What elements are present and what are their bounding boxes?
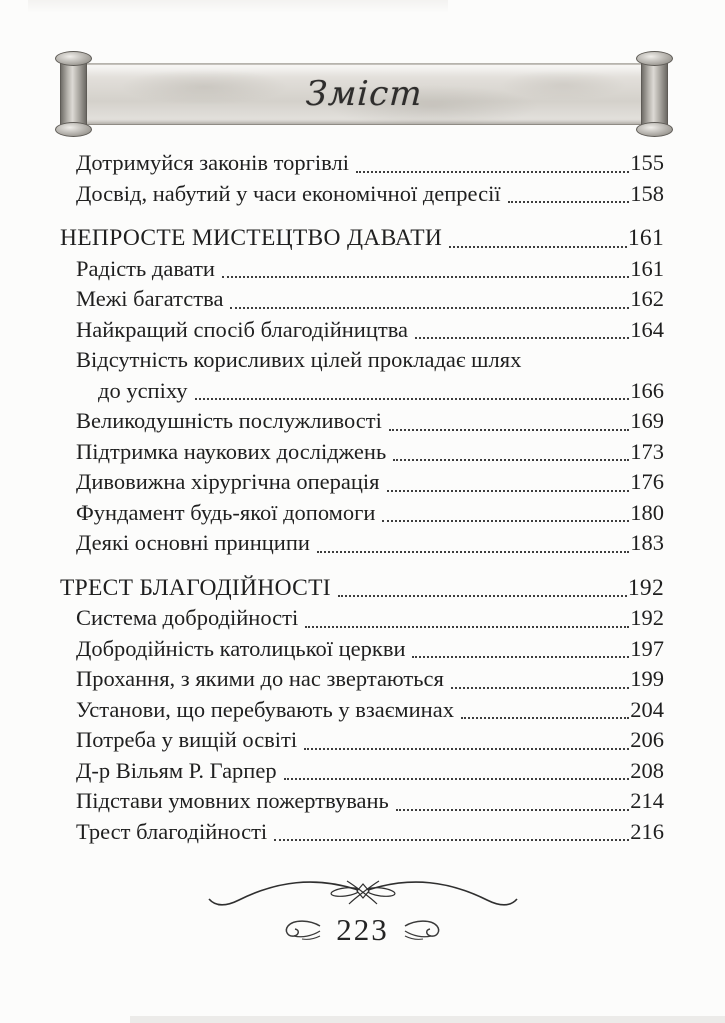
toc-leader-dots bbox=[393, 459, 629, 461]
scroll-parchment bbox=[79, 63, 649, 125]
toc-entry-label: Д-р Вільям Р. Гарпер bbox=[76, 757, 277, 783]
divider-flourish-icon bbox=[0, 866, 725, 908]
toc-leader-dots bbox=[382, 520, 629, 522]
toc-entry-label: Дотримуйся законів торгівлі bbox=[76, 150, 349, 175]
table-of-contents bbox=[60, 148, 664, 847]
toc-entry-label: Прохання, з якими до нас звертаються bbox=[76, 666, 444, 691]
toc-leader-dots bbox=[387, 490, 630, 492]
toc-entry bbox=[60, 406, 664, 437]
toc-entry-page: 192 bbox=[630, 605, 664, 630]
toc-entry-page: 197 bbox=[630, 635, 664, 661]
toc-leader-dots bbox=[389, 429, 629, 431]
toc-entry-page: 161 bbox=[630, 255, 664, 281]
toc-leader-dots bbox=[415, 337, 629, 339]
toc-entry-label: до успіху bbox=[98, 377, 188, 403]
toc-entry-page: 161 bbox=[627, 225, 664, 251]
toc-entry-page: 155 bbox=[630, 150, 664, 175]
toc-entry-label: Найкращий спосіб благодійництва bbox=[76, 316, 409, 342]
toc-entry bbox=[60, 148, 664, 179]
toc-entry-label: НЕПРОСТЕ МИСТЕЦТВО ДАВАТИ bbox=[60, 225, 443, 251]
toc-entry-label: ТРЕСТ БЛАГОДІЙНОСТІ bbox=[60, 574, 331, 601]
right-swirl-icon bbox=[403, 918, 443, 942]
toc-leader-dots bbox=[338, 595, 627, 597]
toc-entry bbox=[60, 467, 664, 498]
toc-leader-dots bbox=[284, 778, 630, 780]
toc-entry bbox=[60, 315, 664, 346]
toc-entry-label: Дивовижна хірургічна операція bbox=[76, 469, 380, 494]
toc-entry-page: 176 bbox=[630, 469, 664, 494]
toc-entry-page: 199 bbox=[630, 666, 664, 691]
toc-entry-label: Великодушність послужливості bbox=[76, 408, 382, 433]
toc-entry-page: 204 bbox=[630, 696, 664, 722]
toc-entry-label: Система добродійності bbox=[76, 605, 299, 630]
toc-entry bbox=[60, 254, 664, 285]
toc-leader-dots bbox=[305, 626, 629, 628]
toc-entry bbox=[60, 345, 664, 376]
toc-entry-label: Підтримка наукових досліджень bbox=[76, 438, 387, 464]
scroll-knob-icon bbox=[636, 122, 673, 137]
toc-entry-page: 166 bbox=[630, 377, 664, 403]
contents-scroll-banner bbox=[58, 50, 670, 138]
toc-leader-dots bbox=[412, 656, 629, 658]
toc-leader-dots bbox=[461, 717, 629, 719]
toc-entry-label: Фундамент будь-якої допомоги bbox=[76, 499, 376, 525]
toc-entry bbox=[60, 786, 664, 817]
toc-entry bbox=[60, 664, 664, 695]
toc-entry-label: Досвід, набутий у часи економічної депресії bbox=[76, 180, 501, 206]
toc-leader-dots bbox=[304, 748, 629, 750]
toc-entry bbox=[60, 603, 664, 634]
toc-entry-label: Добродійність католицької церкви bbox=[76, 635, 406, 661]
scroll-knob-icon bbox=[636, 51, 673, 66]
toc-entry bbox=[60, 179, 664, 210]
scroll-roller-right-icon bbox=[641, 58, 668, 130]
scan-artifact-bottom bbox=[130, 1016, 725, 1023]
toc-entry bbox=[60, 376, 664, 407]
toc-entry-page: 206 bbox=[630, 727, 664, 752]
toc-entry bbox=[60, 725, 664, 756]
toc-entry-page: 180 bbox=[630, 499, 664, 525]
scroll-knob-icon bbox=[55, 122, 92, 137]
toc-entry bbox=[60, 284, 664, 315]
toc-leader-dots bbox=[449, 246, 627, 248]
toc-entry-label: Потреба у вищій освіті bbox=[76, 727, 298, 752]
toc-entry-page: 169 bbox=[630, 408, 664, 433]
toc-entry-label: Деякі основні принципи bbox=[76, 530, 310, 555]
toc-entry bbox=[60, 695, 664, 726]
toc-entry-label: Межі багатства bbox=[76, 286, 224, 311]
toc-entry-label: Підстави умовних пожертвувань bbox=[76, 788, 389, 813]
toc-entry-page: 192 bbox=[627, 574, 664, 601]
toc-entry bbox=[60, 223, 664, 254]
toc-entry bbox=[60, 756, 664, 787]
scroll-knob-icon bbox=[55, 51, 92, 66]
toc-leader-dots bbox=[230, 307, 629, 309]
toc-entry-page: 173 bbox=[630, 438, 664, 464]
toc-entry bbox=[60, 437, 664, 468]
toc-entry bbox=[60, 817, 664, 848]
page-number-row bbox=[0, 912, 725, 948]
toc-entry bbox=[60, 498, 664, 529]
toc-entry-page: 183 bbox=[630, 530, 664, 555]
toc-entry-page: 162 bbox=[630, 286, 664, 311]
toc-entry-label: Установи, що перебувають у взаєминах bbox=[76, 696, 454, 722]
toc-leader-dots bbox=[396, 809, 629, 811]
toc-entry-label: Трест благодійності bbox=[76, 818, 268, 844]
toc-entry bbox=[60, 634, 664, 665]
page-number: 223 bbox=[336, 912, 389, 947]
toc-entry-label: Відсутність корисливих цілей прокладає шлях bbox=[76, 347, 522, 372]
scan-artifact-top bbox=[28, 0, 448, 13]
left-swirl-icon bbox=[282, 918, 322, 942]
toc-leader-dots bbox=[274, 839, 629, 841]
toc-entry-page: 216 bbox=[630, 818, 664, 844]
toc-entry-label: Радість давати bbox=[76, 255, 215, 281]
page-title: Зміст bbox=[304, 74, 424, 114]
toc-entry-page: 214 bbox=[630, 788, 664, 813]
toc-entry-page: 164 bbox=[630, 316, 664, 342]
toc-entry-page: 208 bbox=[630, 757, 664, 783]
toc-leader-dots bbox=[222, 276, 629, 278]
toc-leader-dots bbox=[451, 687, 629, 689]
scroll-roller-left-icon bbox=[60, 58, 87, 130]
toc-entry bbox=[60, 573, 664, 604]
toc-leader-dots bbox=[508, 201, 630, 203]
toc-entry bbox=[60, 528, 664, 559]
toc-leader-dots bbox=[317, 551, 629, 553]
toc-leader-dots bbox=[356, 171, 629, 173]
toc-entry-page: 158 bbox=[630, 180, 664, 206]
toc-leader-dots bbox=[195, 398, 630, 400]
